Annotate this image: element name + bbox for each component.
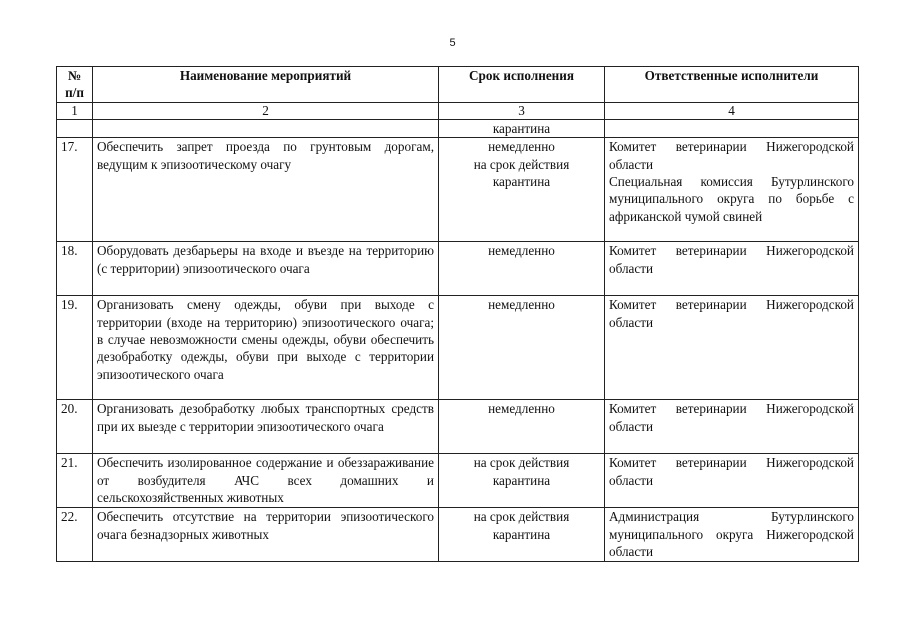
responsible-text: Комитет ветеринарии Нижегородской области <box>609 455 854 488</box>
term-cell <box>439 138 605 242</box>
table-row <box>57 400 859 454</box>
term-line: немедленно <box>488 243 555 259</box>
header-measures: Наименование мероприятий <box>93 67 439 103</box>
column-number: 4 <box>605 102 859 119</box>
term-cell <box>439 454 605 508</box>
table-row <box>57 242 859 296</box>
measure-text: Обеспечить отсутствие на территории эпизоотического очага безнадзорных животных <box>93 508 439 562</box>
row-number: 21. <box>57 454 93 508</box>
responsible-text: Администрация Бутурлинского муниципального округа Нижегородской области <box>609 509 854 560</box>
header-term: Срок исполнения <box>439 67 605 103</box>
column-number-row <box>57 102 859 119</box>
header-number: № п/п <box>57 67 93 103</box>
row-number: 20. <box>57 400 93 454</box>
measure-text: Организовать дезобработку любых транспортных средств при их выезде с территории эпизоотического очага <box>93 400 439 454</box>
term-line: карантина <box>492 526 551 542</box>
responsible-text: Комитет ветеринарии Нижегородской области <box>609 243 854 276</box>
responsible-cell <box>605 296 859 400</box>
table-row <box>57 454 859 508</box>
responsible-text: Комитет ветеринарии Нижегородской области <box>609 297 854 330</box>
term-line: карантина <box>492 174 551 190</box>
responsible-cell <box>605 138 859 242</box>
term-cell <box>439 508 605 562</box>
term-line: на срок действия <box>473 509 570 525</box>
responsible-text: Специальная комиссия Бутурлинского муниципального округа по борьбе с африканской чумой свиней <box>609 174 854 224</box>
responsible-cell <box>605 508 859 562</box>
row-number: 17. <box>57 138 93 242</box>
measures-table <box>56 66 859 562</box>
measure-text: Оборудовать дезбарьеры на входе и въезде на территорию (с территории) эпизоотического очага <box>93 242 439 296</box>
column-number: 2 <box>93 102 439 119</box>
responsible-cell <box>605 242 859 296</box>
header-responsible: Ответственные исполнители <box>605 67 859 103</box>
term-line: на срок действия <box>473 156 570 172</box>
term-line: карантина <box>492 472 551 488</box>
term-cell <box>439 400 605 454</box>
responsible-text: Комитет ветеринарии Нижегородской области <box>609 401 854 434</box>
row-number: 18. <box>57 242 93 296</box>
term-line: немедленно <box>488 401 555 417</box>
table-row <box>57 138 859 242</box>
column-number: 1 <box>57 102 93 119</box>
responsible-cell <box>605 454 859 508</box>
continuation-term: карантина <box>439 119 605 137</box>
measure-text: Обеспечить изолированное содержание и обеззараживание от возбудителя АЧС всех домашних и сельскохозяйственных животных <box>93 454 439 508</box>
term-line: немедленно <box>488 139 555 155</box>
measure-text: Обеспечить запрет проезда по грунтовым дорогам, ведущим к эпизоотическому очагу <box>93 138 439 242</box>
continuation-row <box>57 119 859 137</box>
responsible-text: Комитет ветеринарии Нижегородской области <box>609 139 854 172</box>
row-number: 22. <box>57 508 93 562</box>
responsible-cell <box>605 400 859 454</box>
table-header-row <box>57 67 859 103</box>
term-line: немедленно <box>488 297 555 313</box>
measure-text: Организовать смену одежды, обуви при выходе с территории (входе на территорию) эпизоотического очага; в случае невозможности смены одежды, обуви обеспечить дезобработку одежды, обуви при выходе с территории эпизоотического очага <box>93 296 439 400</box>
row-number: 19. <box>57 296 93 400</box>
column-number: 3 <box>439 102 605 119</box>
page-number: 5 <box>449 37 456 49</box>
term-cell <box>439 242 605 296</box>
term-line: на срок действия <box>473 455 570 471</box>
term-cell <box>439 296 605 400</box>
table-row <box>57 296 859 400</box>
table-row <box>57 508 859 562</box>
